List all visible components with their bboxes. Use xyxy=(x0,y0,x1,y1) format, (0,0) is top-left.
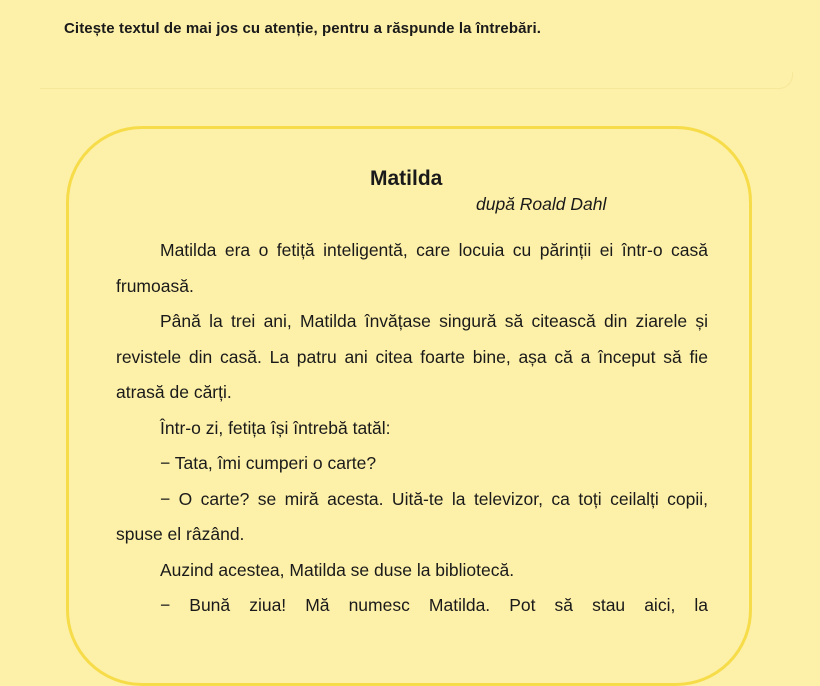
story-paragraph: − Tata, îmi cumperi o carte? xyxy=(160,453,377,473)
header-divider xyxy=(40,72,793,89)
story-paragraph: Auzind acestea, Matilda se duse la bibliotecă. xyxy=(160,559,515,580)
story-title: Matilda xyxy=(370,167,443,190)
story-author: după Roald Dahl xyxy=(476,194,607,214)
story-paragraph: Matilda era o fetiță inteligentă, care locuia cu părinții ei într-o casă frumoasă. xyxy=(116,240,708,296)
story-paragraph: − Bună ziua! Mă numesc Matilda. Pot să stau aici, la xyxy=(160,595,708,615)
story-paragraph: − O carte? se miră acesta. Uită-te la televizor, ca toți ceilalți copii, spuse el râzând. xyxy=(116,488,708,544)
instruction-text: Citește textul de mai jos cu atenție, pentru a răspunde la întrebări. xyxy=(64,20,542,37)
story-paragraph: Până la trei ani, Matilda învățase singură să citească din ziarele și revistele din casă. La patru ani citea foarte bine, așa că a început să fie atrasă de cărți. xyxy=(116,311,708,402)
story-paragraph: Într-o zi, fetița își întrebă tatăl: xyxy=(160,417,391,438)
story-body xyxy=(116,233,708,624)
